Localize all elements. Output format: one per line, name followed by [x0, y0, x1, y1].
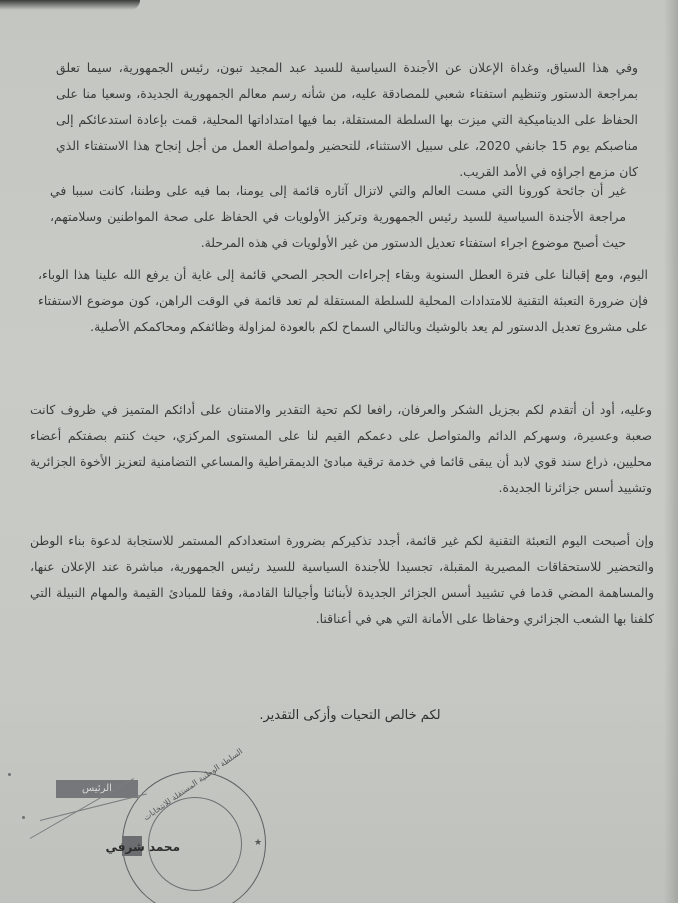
ink-speck — [22, 816, 25, 819]
photo-edge-shadow — [0, 0, 140, 10]
paragraph-thanks — [30, 397, 652, 501]
paragraph-text: وفي هذا السياق، وغداة الإعلان عن الأجندة السياسية للسيد عبد المجيد تبون، رئيس الجمهورية، سيما تعلق بمراجعة الدستور وتنظيم استفتاء شعبي للمصادقة عليه، من شأنه رسم معالم الجمهورية الجديدة، وسعيا منا على الحفاظ على الديناميكية التي ميزت بها السلطة المستقلة، بما فيها امتداداتها المحلية، قمت بإعادة استدعائكم إلى مناصبكم يوم 15 جانفي 2020، على سبيل الاستثناء، للتحضير ولمواصلة العمل من أجل إنجاح هذا الاستفتاء الذي كان مزمع اجراؤه في الأمد القريب. — [56, 60, 638, 179]
paragraph-text: اليوم، ومع إقبالنا على فترة العطل السنوية وبقاء إجراءات الحجر الصحي قائمة إلى غاية أن يرفع الله علينا هذا الوباء، فإن ضرورة التعبئة التقنية للامتدادات المحلية للسلطة المستقلة لم تعد قائمة في الوقت الراهن، كون موضوع الاستفتاء على مشروع تعديل الدستور لم يعد بالوشيك وبالتالي السماح لكم بالعودة لمزاولة وظائفكم ومحاكمكم الأصلية. — [38, 267, 648, 334]
signature-title: الرئيس — [56, 780, 138, 798]
signatory-name: محمد شرفي — [105, 840, 180, 854]
paragraph-context — [56, 55, 638, 185]
ink-speck — [8, 773, 11, 776]
star-icon: ★ — [254, 838, 263, 848]
paragraph-text: غير أن جائحة كورونا التي مست العالم والتي لاتزال آثاره قائمة إلى يومنا، بما فيه على وطننا، كانت سببا في مراجعة الأجندة السياسية للسيد رئيس الجمهورية وتركيز الأولويات في الحفاظ على صحة المواطنين وسلامتهم، حيث أصبح موضوع اجراء استفتاء تعديل الدستور من غير الأولويات في هذه المرحلة. — [50, 183, 626, 250]
closing-salutation: لكم خالص التحيات وأزكى التقدير. — [259, 708, 441, 723]
paragraph-text: وإن أصبحت اليوم التعبئة التقنية لكم غير قائمة، أجدد تذكيركم بضرورة استعدادكم المستمر للاستجابة لدعوة بناء الوطن والتحضير للاستحقاقات المصيرية المقبلة، تجسيدا للأجندة السياسية للسيد رئيس الجمهورية، مباشرة عند الإعلان عنها، والمساهمة المضي قدما في تشييد أسس الجزائر الجديدة لأبنائنا وأجيالنا القادمة، وفقا للمبادئ القيمة والمهام النبيلة التي كلفنا بها الشعب الجزائري وحفاظا على الأمانة التي هي في أعناقنا. — [30, 533, 654, 626]
photo-edge-shadow-right — [664, 0, 678, 903]
paragraph-today — [38, 262, 648, 340]
stamp-text: السلطة الوطنية المستقلة للانتخابات — [141, 746, 245, 823]
paragraph-corona — [50, 178, 626, 256]
paragraph-reminder — [30, 528, 654, 632]
paragraph-text: وعليه، أود أن أتقدم لكم بجزيل الشكر والعرفان، رافعا لكم تحية التقدير والامتنان على أدائكم المتميز في ظروف كانت صعبة وعسيرة، وسهركم الدائم والمتواصل على دعمكم القيم لنا على المستوى المركزي، حيث كنتم بصفتكم أعضاء محليين، ذراع سند قوي لابد أن يبقى قائما في خدمة ترقية مبادئ الديمقراطية والمساعي التضامنية لتعزيز الأخوة الجزائرية وتشييد أسس جزائرنا الجديدة. — [30, 402, 652, 495]
